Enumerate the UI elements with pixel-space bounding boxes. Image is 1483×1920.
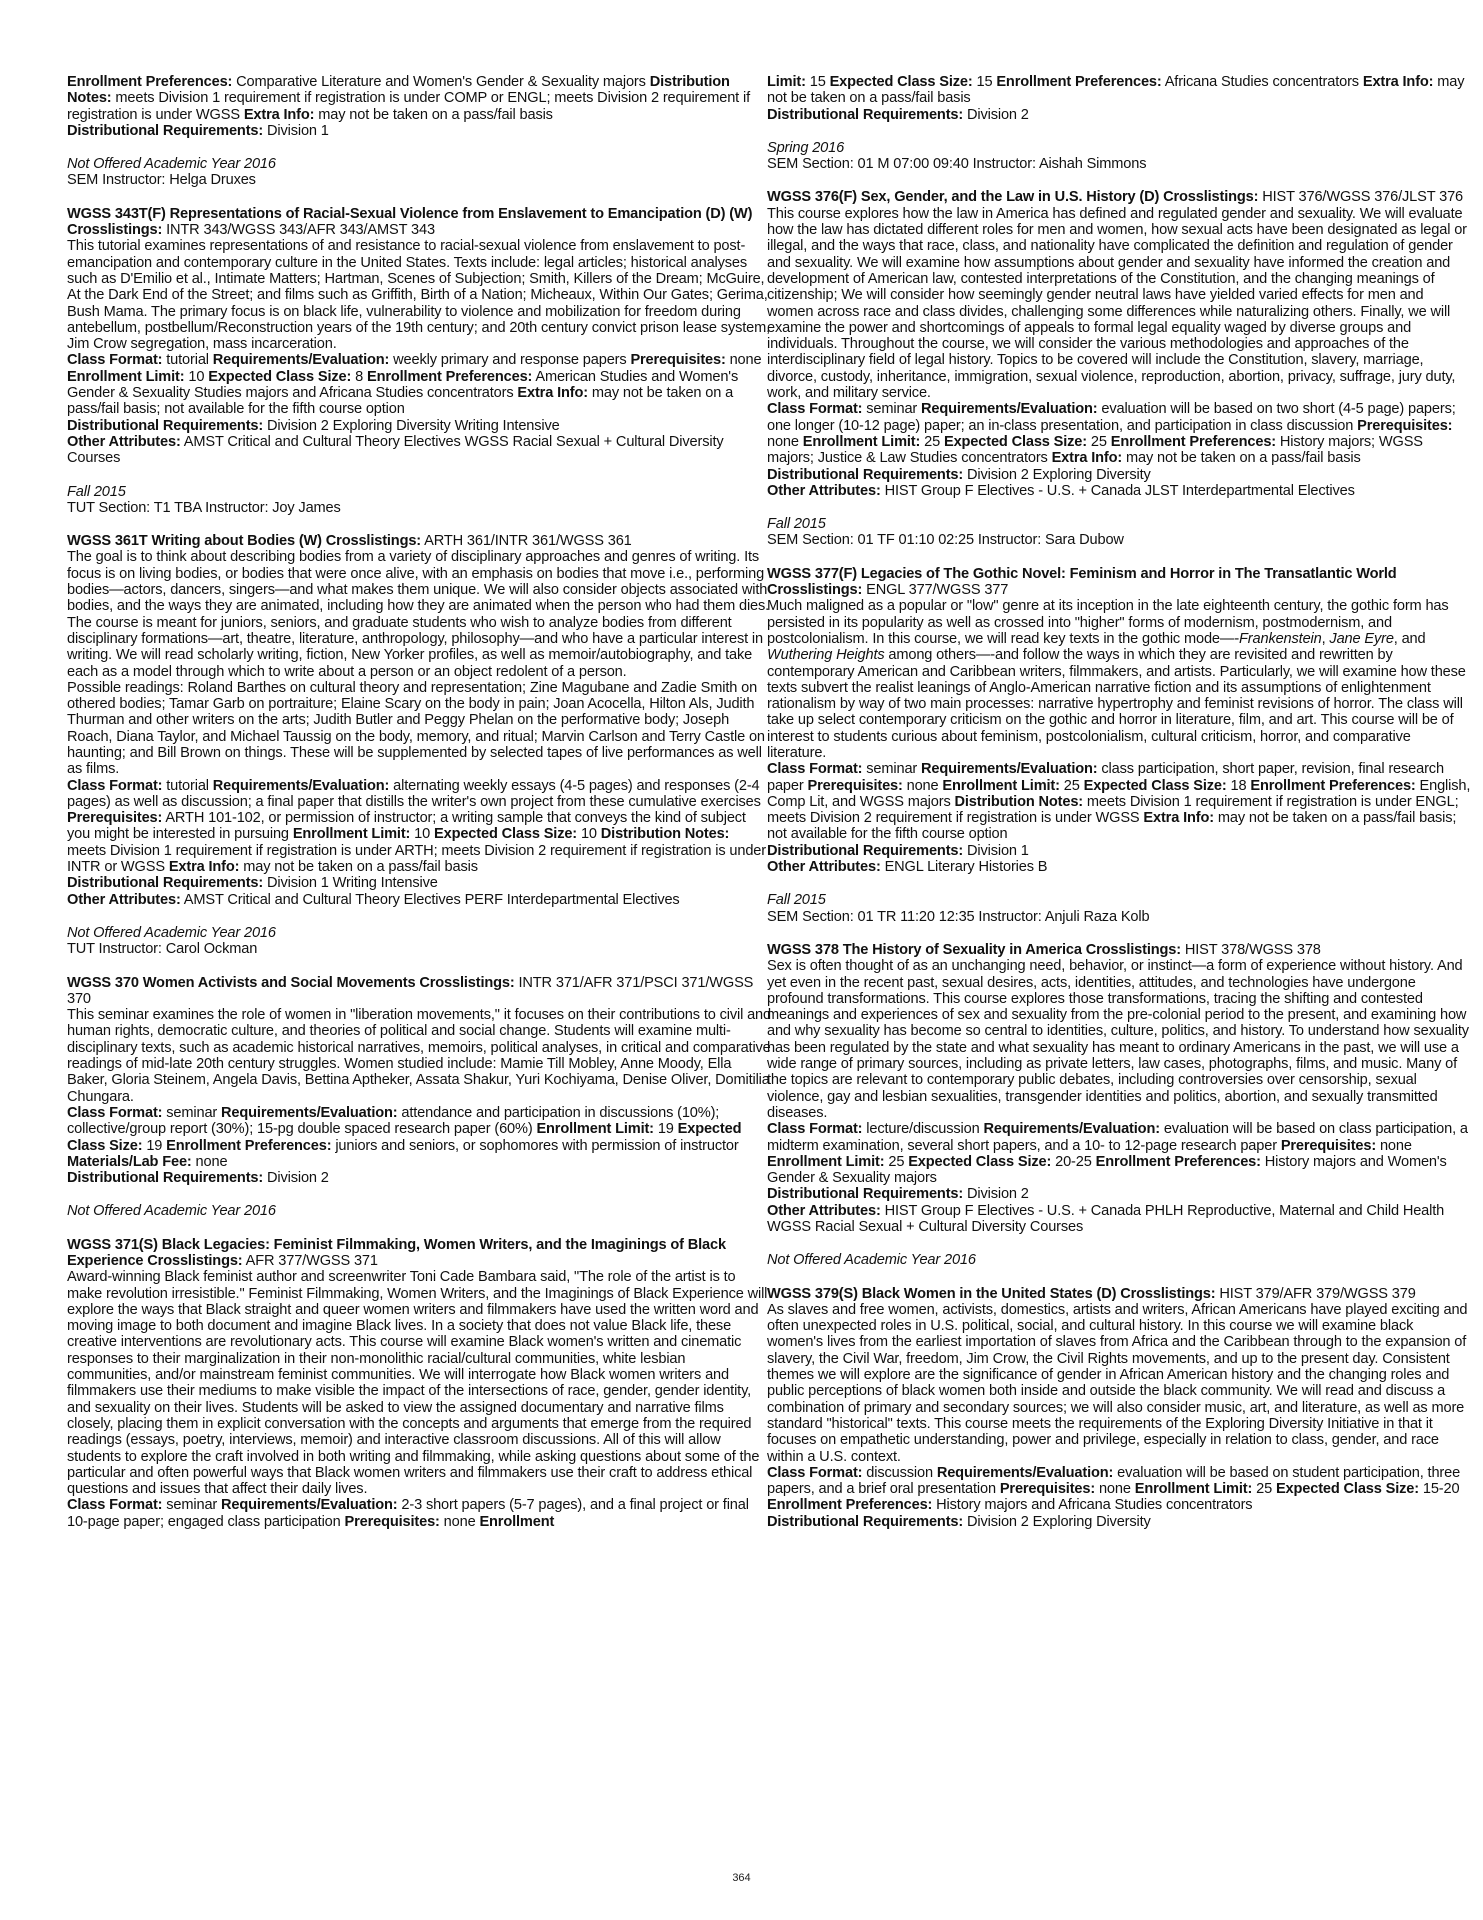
field-label: Expected Class Size: xyxy=(1083,777,1227,794)
distribution-line xyxy=(767,107,1472,123)
field-value: ARTH 101-102, or permission of instructor; a writing sample that conveys the kind of subject you might be interested in pursuing xyxy=(67,810,746,843)
field-value: 10 xyxy=(580,826,597,843)
field-label: Expected Class Size: xyxy=(434,826,578,843)
field-value: Africana Studies concentrators xyxy=(1164,74,1359,90)
field-label: Enrollment Preferences: xyxy=(1250,777,1416,794)
page-number: 364 xyxy=(732,1872,751,1884)
field-label: Prerequisites: xyxy=(1280,1137,1377,1154)
field-value: History majors; WGSS majors; Justice & Law Studies concentrators xyxy=(767,433,1423,467)
field-label: Expected Class Size: xyxy=(943,433,1087,450)
course-header xyxy=(67,975,772,1008)
field-label: Distributional Requirements: xyxy=(67,1170,264,1187)
crosslistings: HIST 378/WGSS 378 xyxy=(1184,941,1321,958)
separator: , xyxy=(1321,630,1330,647)
field-value: Division 2 xyxy=(967,106,1029,123)
field-label: Crosslistings: xyxy=(67,222,163,239)
term-line: Fall 2015 xyxy=(767,516,826,533)
left-column xyxy=(67,74,772,1816)
term-line: Not Offered Academic Year 2016 xyxy=(67,924,276,941)
course-details xyxy=(67,74,772,123)
crosslistings: INTR 343/WGSS 343/AFR 343/AMST 343 xyxy=(166,222,435,239)
field-value: meets Division 1 requirement if registration is under COMP or ENGL; meets Division 2 requirement if registration is under WGSS xyxy=(67,90,750,123)
field-value: 25 xyxy=(1063,777,1080,794)
field-value: Division 2 Exploring Diversity Writing Intensive xyxy=(267,417,560,434)
field-label: Enrollment Preferences: xyxy=(367,368,533,385)
description-text: among others—-and follow the ways in which they are revisited and rewritten by contemporary American and Caribbean writers, filmmakers, and artists. Particularly, we will examine how these texts subvert the realist leanings of Anglo-American narrative fiction and its assumptions of enlightenment rationalism by way of two main processes: narrative hypertrophy and feminist revisions of horror. The class will take up select contemporary criticism on the gothic and horror in literature, film, and art. This course will be of interest to students curious about feminism, postcolonialism, cultural criticism, horror, and comparative literature. xyxy=(767,647,1466,761)
distribution-line xyxy=(67,123,772,139)
course-title: WGSS 376(F) Sex, Gender, and the Law in U.S. History (D) xyxy=(767,189,1160,206)
field-value: ENGL Literary Histories B xyxy=(884,859,1048,876)
field-value: meets Division 1 requirement if registration is under ARTH; meets Division 2 requirement if registration is under INTR or WGSS xyxy=(67,842,766,876)
field-label: Other Attributes: xyxy=(767,482,881,499)
field-value: none xyxy=(1098,1481,1131,1498)
field-label: Requirements/Evaluation: xyxy=(221,1497,398,1514)
section-line: TUT Instructor: Carol Ockman xyxy=(67,941,258,958)
crosslistings: AFR 377/WGSS 371 xyxy=(245,1253,378,1269)
field-value: weekly primary and response papers xyxy=(393,352,627,369)
separator: , and xyxy=(1393,630,1426,647)
field-value: none xyxy=(443,1513,476,1530)
field-value: 15-20 xyxy=(1422,1481,1460,1498)
field-value: evaluation will be based on student participation, three papers, and a brief oral presentation xyxy=(767,1464,1461,1498)
course-wgss-371-continued xyxy=(767,74,1472,172)
field-label: Distributional Requirements: xyxy=(67,875,264,892)
distribution-line xyxy=(767,1514,1472,1530)
field-label: Extra Info: xyxy=(1362,74,1434,90)
course-title: WGSS 361T Writing about Bodies (W) xyxy=(67,533,322,550)
course-description: Award-winning Black feminist author and screenwriter Toni Cade Bambara said, "The role of the artist is to make revolution irresistible." Feminist Filmmaking, Women Writers, and the Imaginings of Black Experience will explore the ways that Black straight and queer women writers and filmmakers have used the written word and moving image to both document and imagine Black lives. In a society that does not value Black life, these creative interventions are revolutionary acts. This course will examine Black women's written and cinematic responses to their marginalization in their non-monolithic racial/cultural communities, white lesbian communities, and/or mainstream feminist communities. We will interrogate how Black women writers and filmmakers use their mediums to make visible the impact of the intersections of race, gender, gender identity, and sexuality on their lives. Students will be asked to view the assigned documentary and narrative films closely, placing them in explicit conversation with the concepts and arguments that emerge from the required readings (essays, poetry, interviews, memoir) and interactive classroom discussions. All of this will allow students to explore the craft involved in both writing and filmmaking, while asking questions about some of the particular and often powerful ways that Black women writers and filmmakers use their craft to address ethical questions and issues that affect their daily lives. xyxy=(67,1269,768,1498)
course-description: This tutorial examines representations of and resistance to racial-sexual violence from enslavement to post-emancipation and contemporary culture in the United States. Texts include: legal articles; historical analyses such as D'Emilio et al., Intimate Matters; Hartman, Scenes of Subjection; Smith, Killers of the Dream; McGuire, At the Dark End of the Street; and films such as Griffith, Birth of a Nation; Micheaux, Within Our Gates; Gerima, Bush Mama. The primary focus is on black life, vulnerability to violence and mobilization for freedom during antebellum, postbellum/Reconstruction years of the 19th century; and 20th century convict prison lease system, Jim Crow segregation, mass incarceration. xyxy=(67,238,771,353)
field-value: AMST Critical and Cultural Theory Electives WGSS Racial Sexual + Cultural Diversity Courses xyxy=(67,433,724,467)
distribution-line xyxy=(767,843,1472,859)
field-label: Expected Class Size: xyxy=(67,1121,742,1154)
field-value: English, Comp Lit, and WGSS majors xyxy=(767,777,1471,810)
field-label: Distribution Notes: xyxy=(954,793,1084,810)
term-line: Fall 2015 xyxy=(67,483,126,500)
field-label: Enrollment Preferences: xyxy=(767,1497,933,1514)
course-title: WGSS 377(F) Legacies of The Gothic Novel: Feminism and Horror in The Transatlantic World xyxy=(767,565,1397,582)
course-description: This course explores how the law in America has defined and regulated gender and sexuality. We will evaluate how the law has dictated different roles for men and women, how sexual acts have been designated as legal or illegal, and the ways that race, class, and nationality have complicated the definition and regulation of gender and sexuality. We will examine how assumptions about gender and sexuality have informed the creation and development of American law, contested interpretations of the Constitution, and the changing meanings of citizenship; We will consider how seemingly gender neutral laws have yielded varied effects for men and women across race and class divides, challenging some differences while naturalizing others. Finally, we will examine the power and shortcomings of appeals to formal legal equality waged by diverse groups and individuals. Throughout the course, we will consider the various methodologies and approaches of the interdisciplinary field of legal history. Topics to be covered will include the Constitution, slavery, marriage, divorce, custody, inheritance, immigration, sexual violence, reproduction, abortion, privacy, suffrage, jury duty, work, and military service. xyxy=(767,205,1467,402)
field-label: Crosslistings: xyxy=(1163,189,1259,206)
distribution-line xyxy=(67,1170,772,1186)
field-label: Prerequisites: xyxy=(344,1513,440,1530)
field-label: Limit: xyxy=(767,74,806,90)
field-value: may not be taken on a pass/fail basis xyxy=(767,74,1465,107)
field-label: Class Format: xyxy=(767,1121,863,1138)
course-title: WGSS 343T(F) Representations of Racial-Sexual Violence from Enslavement to Emancipation (D) (W) xyxy=(67,205,753,222)
attributes-line xyxy=(767,1203,1472,1236)
course-details xyxy=(767,401,1472,466)
field-value: tutorial xyxy=(166,352,209,369)
field-label: Distributional Requirements: xyxy=(67,417,264,434)
course-wgss-370 xyxy=(67,975,772,1220)
field-label: Enrollment Limit: xyxy=(767,1153,885,1170)
field-label: Extra Info: xyxy=(168,859,240,876)
term-line: Not Offered Academic Year 2016 xyxy=(767,1252,976,1269)
course-wgss-376 xyxy=(767,189,1472,548)
field-label: Enrollment Limit: xyxy=(942,777,1060,794)
course-details xyxy=(767,1465,1472,1514)
field-label: Materials/Lab Fee: xyxy=(67,1153,192,1170)
course-title: WGSS 371(S) Black Legacies: Feminist Filmmaking, Women Writers, and the Imaginings of Black Experience xyxy=(67,1236,726,1269)
field-label: Crosslistings: xyxy=(767,582,863,599)
course-header xyxy=(67,1237,772,1270)
course-wgss-361t xyxy=(67,533,772,957)
field-label: Requirements/Evaluation: xyxy=(921,401,1098,418)
crosslistings: ENGL 377/WGSS 377 xyxy=(866,582,1009,599)
term-line: Not Offered Academic Year 2016 xyxy=(67,156,276,173)
field-label: Enrollment Preferences: xyxy=(166,1137,332,1154)
field-label: Prerequisites: xyxy=(1357,417,1453,434)
field-value: American Studies and Women's Gender & Sexuality Studies majors and Africana Studies concentrators xyxy=(67,368,739,402)
field-label: Enrollment Limit: xyxy=(67,368,185,385)
field-value: may not be taken on a pass/fail basis xyxy=(318,106,553,123)
course-details xyxy=(67,1497,772,1530)
field-label: Expected Class Size: xyxy=(908,1153,1052,1170)
field-label: Distributional Requirements: xyxy=(767,106,964,123)
course-details xyxy=(767,74,1472,107)
field-label: Distribution Notes: xyxy=(600,826,730,843)
course-title: WGSS 379(S) Black Women in the United States (D) xyxy=(767,1285,1117,1302)
field-value: may not be taken on a pass/fail basis; not available for the fifth course option xyxy=(767,810,1457,843)
course-description: As slaves and free women, activists, domestics, artists and writers, African Americans have played exciting and often unexpected roles in U.S. political, social, and cultural history. In this course we will examine black women's lives from the earliest importation of slaves from Africa and the Caribbean through to the expansion of slavery, the Civil War, freedom, Jim Crow, the Civil Rights movements, and up to the present day. Consistent themes we will explore are the significance of gender in African American history and the changing roles and public perceptions of black women both inside and outside the black community. We will read and discuss a combination of primary and secondary sources; we will also consider music, art, and literature, as well as more standard "historical" texts. This course meets the requirements of the Exploring Diversity Initiative in that it focuses on empathetic understanding, power and privilege, especially in relation to class, gender, and race within a U.S. context. xyxy=(767,1301,1468,1465)
field-value: alternating weekly essays (4-5 pages) and responses (2-4 pages) as well as discussion; a final paper that distills the writer's own project from these cumulative exercises xyxy=(67,777,761,810)
attributes-line xyxy=(67,892,772,908)
field-value: 10 xyxy=(414,826,431,843)
field-label: Requirements/Evaluation: xyxy=(212,777,390,794)
field-label: Expected Class Size: xyxy=(208,368,352,385)
course-header xyxy=(767,1286,1472,1302)
course-details xyxy=(67,1105,772,1170)
field-label: Enrollment xyxy=(479,1513,555,1530)
field-value: History majors and Women's Gender & Sexuality majors xyxy=(767,1153,1447,1187)
right-column xyxy=(767,74,1472,1816)
field-value: Division 2 Exploring Diversity xyxy=(967,466,1151,483)
field-value: 19 xyxy=(146,1137,163,1154)
course-wgss-378 xyxy=(767,942,1472,1269)
field-value: none xyxy=(767,433,799,450)
field-label: Enrollment Preferences: xyxy=(1110,433,1276,450)
distribution-line xyxy=(67,418,772,434)
book-title: Jane Eyre xyxy=(1329,630,1394,647)
field-value: 25 xyxy=(1090,433,1107,450)
field-label: Crosslistings: xyxy=(1120,1285,1216,1302)
field-value: none xyxy=(729,352,762,369)
course-details xyxy=(767,1121,1472,1186)
field-value: 8 xyxy=(355,368,364,385)
section-line: TUT Section: T1 TBA Instructor: Joy James xyxy=(67,499,341,516)
field-label: Extra Info: xyxy=(1143,810,1214,827)
field-value: seminar xyxy=(866,761,918,778)
field-label: Distributional Requirements: xyxy=(67,122,264,139)
field-label: Prerequisites: xyxy=(807,777,903,794)
course-description-readings: Possible readings: Roland Barthes on cultural theory and representation; Zine Magubane and Zadie Smith on othered bodies; Tamar Garb on portraiture; Elaine Scary on the body in pain; Joan Acocella, Hilton Als, Judith Thurman and other writers on the arts; Judith Butler and Peggy Phelan on the performative body; Joseph Roach, Diana Taylor, and Michael Taussig on the body, memory, and ritual; Marvin Carlson and Terry Castle on haunting; and Bill Brown on things. These will be supplemented by selected tapes of live performances as well as films. xyxy=(67,679,765,778)
field-label: Expected Class Size: xyxy=(1275,1481,1419,1498)
field-label: Enrollment Limit: xyxy=(1134,1481,1253,1498)
attributes-line xyxy=(767,483,1472,499)
field-value: none xyxy=(906,777,939,794)
field-value: 25 xyxy=(888,1153,905,1170)
field-label: Extra Info: xyxy=(517,385,588,402)
field-label: Distribution Notes: xyxy=(67,74,730,107)
course-details xyxy=(67,352,772,417)
field-label: Extra Info: xyxy=(1051,450,1123,467)
course-header xyxy=(67,533,772,549)
description-text: Much maligned as a popular or "low" genre at its inception in the late eighteenth century, the gothic form has persisted in its popularity as well as crossed into "higher" forms of modernism, postmodernism, and postcolonialism. In this course, we will read key texts in the gothic mode—- xyxy=(767,598,1449,647)
field-value: 10 xyxy=(188,368,205,385)
field-value: may not be taken on a pass/fail basis xyxy=(243,859,478,876)
field-label: Requirements/Evaluation: xyxy=(221,1104,398,1121)
distribution-line xyxy=(767,1186,1472,1202)
section-line: SEM Section: 01 TF 01:10 02:25 Instructor: Sara Dubow xyxy=(767,532,1124,549)
field-value: lecture/discussion xyxy=(866,1121,980,1138)
field-value: seminar xyxy=(866,401,918,418)
field-value: 2-3 short papers (5-7 pages), and a final project or final 10-page paper; engaged class participation xyxy=(67,1497,749,1530)
crosslistings: ARTH 361/INTR 361/WGSS 361 xyxy=(424,533,632,550)
field-value: meets Division 1 requirement if registration is under ENGL; meets Division 2 requirement if registration is under WGSS xyxy=(767,793,1459,827)
field-label: Crosslistings: xyxy=(325,533,422,550)
field-label: Class Format: xyxy=(67,1497,163,1514)
distribution-line xyxy=(67,875,772,891)
field-label: Prerequisites: xyxy=(67,810,163,827)
field-value: may not be taken on a pass/fail basis xyxy=(1126,450,1361,467)
field-value: juniors and seniors, or sophomores with permission of instructor xyxy=(335,1137,739,1154)
field-value: 18 xyxy=(1230,777,1247,794)
field-label: Distributional Requirements: xyxy=(767,1513,964,1530)
attributes-line xyxy=(767,859,1472,875)
field-label: Enrollment Preferences: xyxy=(67,74,233,90)
field-label: Prerequisites: xyxy=(630,352,726,369)
course-title: WGSS 370 Women Activists and Social Movements xyxy=(67,974,416,991)
field-value: Comparative Literature and Women's Gender & Sexuality majors xyxy=(236,74,646,90)
field-label: Distributional Requirements: xyxy=(767,842,964,859)
field-label: Requirements/Evaluation: xyxy=(936,1464,1114,1481)
course-header xyxy=(67,206,772,239)
field-label: Class Format: xyxy=(767,1464,863,1481)
course-description: The goal is to think about describing bodies from a variety of disciplinary approaches and genres of writing. Its focus is on living bodies, or bodies that were once alive, with an emphasis on bodies that move i.e., performing bodies—actors, dancers, singers—and what makes them unique. We will also consider objects associated with bodies, and the ways they are animated, including how they are animated when the person who had them dies. The course is meant for juniors, seniors, and graduate students who wish to analyze bodies from different disciplinary formations—art, theatre, literature, anthropology, philosophy—and who have a particular interest in writing. We will read scholarly writing, fiction, New Yorker profiles, as well as memoir/autobiography, and take each as a model through which to write about a person or an object redolent of a person. xyxy=(67,549,770,680)
field-value: Division 1 Writing Intensive xyxy=(267,875,438,892)
field-value: HIST Group F Electives - U.S. + Canada PHLH Reproductive, Maternal and Child Health WGSS Racial Sexual + Cultural Diversity Courses xyxy=(767,1202,1445,1235)
field-value: 15 xyxy=(976,74,993,90)
course-wgss-377 xyxy=(767,566,1472,925)
book-title: Wuthering Heights xyxy=(767,647,885,664)
field-label: Requirements/Evaluation: xyxy=(983,1121,1160,1138)
course-header xyxy=(767,942,1472,958)
field-value: 25 xyxy=(924,433,941,450)
field-value: seminar xyxy=(166,1104,218,1121)
course-details xyxy=(767,761,1472,842)
field-label: Extra Info: xyxy=(243,106,315,123)
field-value: 20-25 xyxy=(1055,1153,1092,1170)
attributes-line xyxy=(67,434,772,467)
field-value: class participation, short paper, revision, final research paper xyxy=(767,761,1444,794)
field-label: Crosslistings: xyxy=(419,974,515,991)
field-label: Enrollment Limit: xyxy=(292,826,411,843)
distribution-line xyxy=(767,467,1472,483)
field-label: Other Attributes: xyxy=(767,1202,881,1219)
field-value: History majors and Africana Studies concentrators xyxy=(936,1497,1253,1514)
field-value: 15 xyxy=(809,74,826,90)
field-value: Division 2 Exploring Diversity xyxy=(967,1513,1151,1530)
field-label: Prerequisites: xyxy=(999,1481,1096,1498)
field-value: HIST Group F Electives - U.S. + Canada JLST Interdepartmental Electives xyxy=(884,482,1355,499)
field-value: Division 1 xyxy=(267,122,329,139)
course-description: Sex is often thought of as an unchanging need, behavior, or instinct—a form of experience without history. And yet even in the recent past, sexual desires, acts, identities, attitudes, and technologies have undergone profound transformations. This course explores those transformations, tracing the shifting and contested meanings and experiences of sex and sexuality from the pre-colonial period to the present, and examining how and why sexuality has become so central to identities, culture, politics, and history. To understand how sexuality has been regulated by the state and what sexuality has meant to ordinary Americans in the past, we will use a wide range of primary sources, including as private letters, law cases, photographs, films, and music. Many of the topics are relevant to contemporary public debates, including controversies over censorship, sexual violence, gay and lesbian sexualities, transgender identities and politics, abortion, and sexually transmitted diseases. xyxy=(767,958,1469,1121)
field-value: 19 xyxy=(657,1121,674,1138)
course-continuation-block xyxy=(67,74,772,189)
field-value: discussion xyxy=(866,1464,933,1481)
course-header xyxy=(767,189,1472,205)
field-value: attendance and participation in discussions (10%); collective/group report (30%); 15-pg double spaced research paper (60%) xyxy=(67,1104,720,1138)
field-value: Division 2 xyxy=(967,1186,1029,1203)
field-value: may not be taken on a pass/fail basis; not available for the fifth course option xyxy=(67,385,734,418)
field-label: Class Format: xyxy=(767,761,863,778)
course-description: This seminar examines the role of women in "liberation movements," it focuses on their contributions to civil and human rights, democratic culture, and theories of political and social change. Students will examine multi-disciplinary texts, such as academic historical narratives, memoirs, political analyses, in critical and comparative readings of mid-late 20th century struggles. Women studied include: Mamie Till Mobley, Anne Moody, Ella Baker, Gloria Steinem, Angela Davis, Bettina Aptheker, Assata Shakur, Yuri Kochiyama, Denise Oliver, Domitilia Chungara. xyxy=(67,1007,771,1105)
section-line: SEM Section: 01 TR 11:20 12:35 Instructor: Anjuli Raza Kolb xyxy=(767,908,1150,925)
field-value: Division 1 xyxy=(967,842,1029,859)
course-title: WGSS 378 The History of Sexuality in America xyxy=(767,941,1082,958)
field-label: Enrollment Limit: xyxy=(802,433,921,450)
field-label: Distributional Requirements: xyxy=(767,466,964,483)
term-line: Not Offered Academic Year 2016 xyxy=(67,1203,276,1220)
field-label: Requirements/Evaluation: xyxy=(212,352,390,369)
field-value: seminar xyxy=(166,1497,218,1514)
field-label: Distributional Requirements: xyxy=(767,1186,964,1203)
course-wgss-343t xyxy=(67,206,772,516)
field-label: Enrollment Limit: xyxy=(536,1121,654,1138)
term-line: Fall 2015 xyxy=(767,892,826,909)
field-value: none xyxy=(195,1153,228,1170)
crosslistings: HIST 379/AFR 379/WGSS 379 xyxy=(1219,1285,1416,1302)
field-label: Class Format: xyxy=(67,1104,163,1121)
section-line: SEM Section: 01 M 07:00 09:40 Instructor: Aishah Simmons xyxy=(767,156,1147,173)
field-value: evaluation will be based on two short (4-5 page) papers; one longer (10-12 page) paper; an in-class presentation, and participation in class discussion xyxy=(767,401,1456,434)
field-label: Enrollment Preferences: xyxy=(996,74,1162,90)
course-details xyxy=(67,778,772,876)
section-line: SEM Instructor: Helga Druxes xyxy=(67,172,256,189)
field-value: evaluation will be based on class participation, a midterm examination, several short papers, and a 10- to 12-page research paper xyxy=(767,1121,1468,1154)
field-label: Other Attributes: xyxy=(67,433,181,450)
field-label: Requirements/Evaluation: xyxy=(921,761,1098,778)
course-wgss-371 xyxy=(67,1237,772,1530)
field-label: Expected Class Size: xyxy=(829,74,973,90)
field-value: tutorial xyxy=(166,777,209,794)
crosslistings: INTR 371/AFR 371/PSCI 371/WGSS 370 xyxy=(67,974,754,1007)
field-label: Other Attributes: xyxy=(67,891,181,908)
course-description xyxy=(767,598,1472,761)
field-label: Crosslistings: xyxy=(1085,941,1181,958)
book-title: Frankenstein xyxy=(1239,630,1322,647)
term-line: Spring 2016 xyxy=(767,139,845,156)
field-value: 25 xyxy=(1256,1481,1273,1498)
course-header xyxy=(767,566,1472,599)
field-label: Enrollment Preferences: xyxy=(1095,1153,1261,1170)
course-wgss-379 xyxy=(767,1286,1472,1530)
crosslistings: HIST 376/WGSS 376/JLST 376 xyxy=(1262,189,1464,206)
field-label: Other Attributes: xyxy=(767,859,881,876)
field-value: Division 2 xyxy=(267,1170,329,1187)
field-value: AMST Critical and Cultural Theory Electives PERF Interdepartmental Electives xyxy=(183,891,680,908)
field-value: none xyxy=(1379,1137,1412,1154)
field-label: Crosslistings: xyxy=(147,1253,243,1269)
field-label: Class Format: xyxy=(767,401,863,418)
field-label: Class Format: xyxy=(67,352,163,369)
field-label: Class Format: xyxy=(67,777,163,794)
